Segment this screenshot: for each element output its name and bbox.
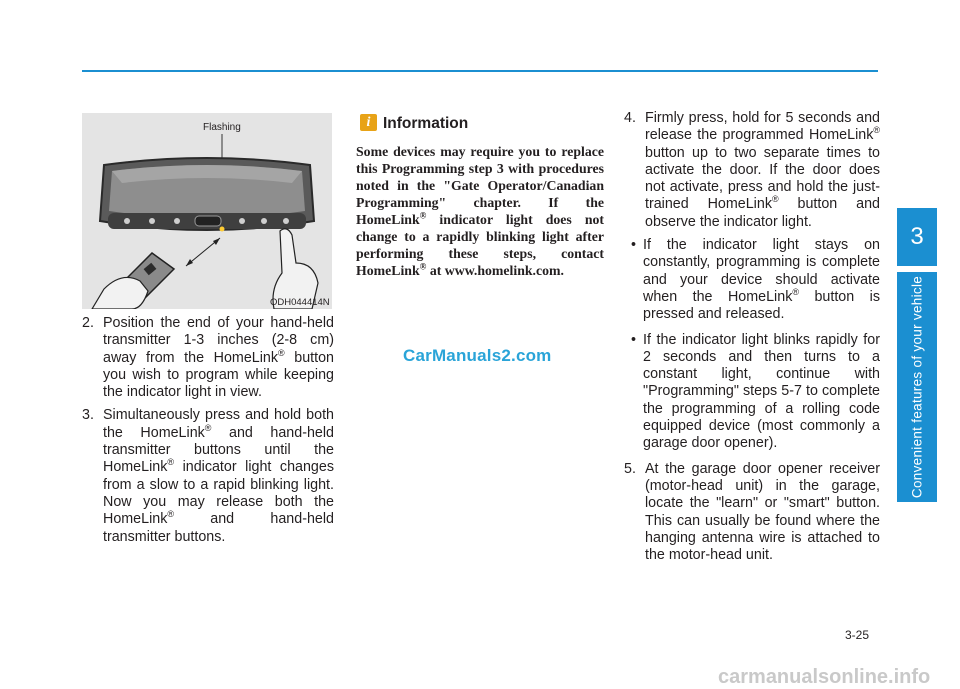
step-5: 5. At the garage door opener receiver (motor-head unit) in the garage, locate the "learn" or "smart" button. This can usually be found where the hanging antenna wire is attached to the motor-head unit. — [624, 460, 880, 564]
bullet-indicator-blinks: • If the indicator light blinks rapidly for 2 seconds and then turns to a constant light, continue with "Programming" steps 5-7 to complete the programming of a rolling code equipped device (most commonly a garage door opener). — [631, 331, 880, 452]
indicator-light — [220, 227, 225, 232]
homelink-button-3 — [174, 218, 180, 224]
right-column — [624, 110, 880, 570]
information-title: Information — [383, 115, 469, 132]
info-icon: i — [360, 114, 377, 131]
information-body: Some devices may require you to replace this Programming step 3 with procedures noted in the "Gate Operator/Canadian Programming" chapter. If the HomeLink® indicator light does not change to a rapidly blinking light after performing these steps, contact HomeLink® at www.homelink.com. — [356, 144, 604, 278]
figure-code: ODH044414N — [270, 297, 330, 308]
page-number: 3-25 — [845, 628, 870, 642]
header-rule — [82, 70, 878, 72]
left-column — [82, 315, 334, 552]
information-heading — [360, 114, 610, 138]
homelink-button-2 — [149, 218, 155, 224]
chapter-number-tab: 3 — [897, 208, 937, 266]
flashing-label: Flashing — [203, 122, 241, 133]
bullet-indicator-constant: • If the indicator light stays on constantly, programming is complete and your device should activate when the HomeLink® button is pressed and released. — [631, 237, 880, 323]
chapter-title: Convenient features of your vehicle — [909, 275, 925, 499]
mirror-illustration — [82, 113, 332, 309]
carmanuals-watermark[interactable]: CarManuals2.com — [403, 346, 552, 365]
step-2: 2. Position the end of your hand-held transmitter 1-3 inches (2-8 cm) away from the HomeLink® button you wish to program while keeping the indicator light in view. — [82, 315, 334, 401]
step-4: 4. Firmly press, hold for 5 seconds and release the programmed HomeLink® button up to two separate times to activate the door. If the door does not activate, press and hold the just-trained HomeLink® button and observe the indicator light. — [624, 110, 880, 230]
bullet-dot: • — [631, 331, 637, 348]
power-button — [195, 216, 221, 226]
step-3: 3. Simultaneously press and hold both the HomeLink® and hand-held transmitter buttons until the HomeLink® indicator light changes from a slow to a rapid blinking light. Now you may release both the HomeLink® and hand-held transmitter buttons. — [82, 407, 334, 545]
homelink-button-1 — [124, 218, 130, 224]
chapter-title-tab — [897, 272, 937, 502]
bullet-dot: • — [631, 237, 637, 254]
footer-watermark[interactable]: carmanualsonline.info — [718, 666, 931, 688]
homelink-mirror-figure — [82, 113, 332, 309]
